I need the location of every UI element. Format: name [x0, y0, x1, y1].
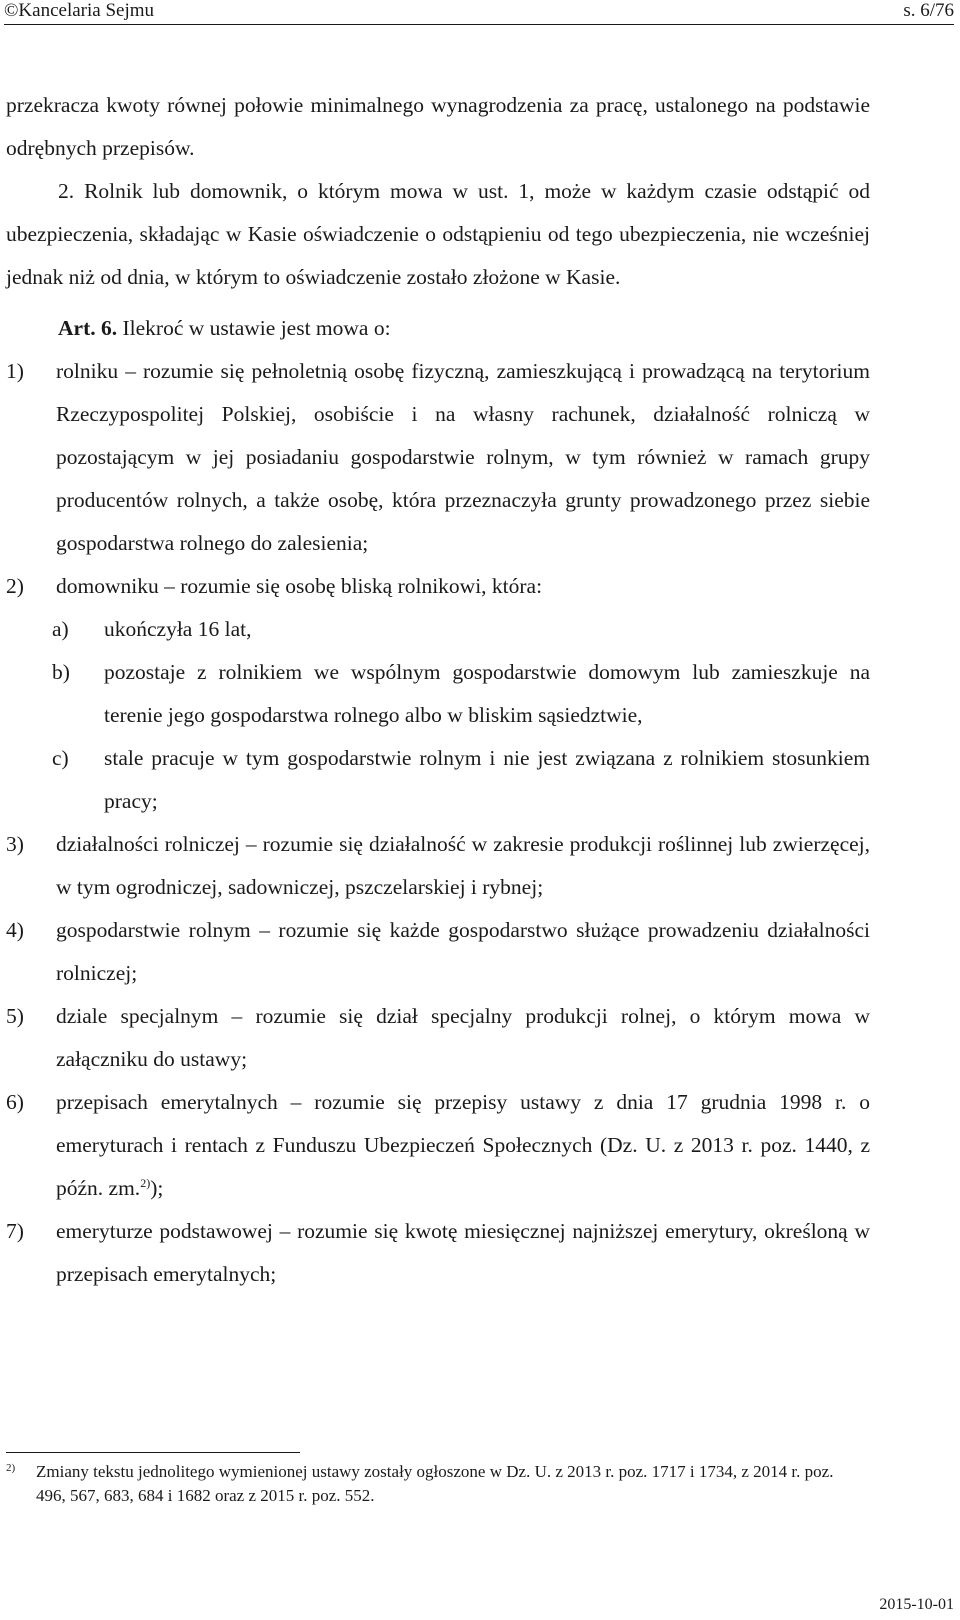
article-6-intro	[6, 307, 870, 350]
item-number: 3)	[6, 832, 24, 856]
item-number: 1)	[6, 359, 24, 383]
item-number: 7)	[6, 1219, 24, 1243]
header-publisher: ©Kancelaria Sejmu	[4, 0, 155, 21]
item-number: 4)	[6, 918, 24, 942]
definition-subitem	[6, 651, 870, 737]
page-header	[4, 0, 954, 28]
paragraph-ust-2: 2. Rolnik lub domownik, o którym mowa w ust. 1, może w każdym czasie odstąpić od ubezpieczenia, składając w Kasie oświadczenie o odstąpieniu od tego ubezpieczenia, nie wcześniej jednak niż od dnia, w którym to oświadczenie zostało złożone w Kasie.	[6, 179, 870, 289]
header-rule	[4, 24, 954, 25]
definition-item	[6, 1210, 870, 1296]
subitem-letter: a)	[52, 617, 69, 641]
definition-item	[6, 909, 870, 995]
item-text: gospodarstwie rolnym – rozumie się każde gospodarstwo służące prowadzeniu działalności rolniczej;	[56, 918, 870, 985]
paragraph-continuation: przekracza kwoty równej połowie minimalnego wynagrodzenia za pracę, ustalonego na podstawie odrębnych przepisów.	[6, 93, 870, 160]
definition-subitem	[6, 737, 870, 823]
item-text: działalności rolniczej – rozumie się działalność w zakresie produkcji roślinnej lub zwierzęcej, w tym ogrodniczej, sadowniczej, pszczelarskiej i rybnej;	[56, 832, 870, 899]
definition-item	[6, 350, 870, 565]
definition-subitem	[6, 608, 870, 651]
footnote	[6, 1460, 846, 1508]
footnote-text: Zmiany tekstu jednolitego wymienionej ustawy zostały ogłoszone w Dz. U. z 2013 r. poz. 1717 i 1734, z 2014 r. poz. 496, 567, 683, 684 i 1682 oraz z 2015 r. poz. 552.	[36, 1462, 834, 1505]
document-body	[6, 84, 870, 1296]
subitem-letter: b)	[52, 660, 70, 684]
definition-item	[6, 565, 870, 608]
header-page-number: s. 6/76	[903, 0, 954, 21]
definition-item	[6, 1081, 870, 1210]
item-text	[56, 1081, 870, 1210]
definition-item	[6, 995, 870, 1081]
subitem-text: stale pracuje w tym gospodarstwie rolnym i nie jest związana z rolnikiem stosunkiem pracy;	[104, 746, 870, 813]
item-text-tail: );	[150, 1176, 164, 1200]
item-number: 6)	[6, 1090, 24, 1114]
item-number: 2)	[6, 574, 24, 598]
item-text: rolniku – rozumie się pełnoletnią osobę fizyczną, zamieszkującą i prowadzącą na terytorium Rzeczypospolitej Polskiej, osobiście i na własny rachunek, działalność rolniczą w pozostającym w jej posiadaniu gospodarstwie rolnym, w tym również w ramach grupy producentów rolnych, a także osobę, która przeznaczyła grunty prowadzonego przez siebie gospodarstwa rolnego do zalesienia;	[56, 359, 870, 555]
subitem-text: ukończyła 16 lat,	[104, 617, 252, 641]
document-date: 2015-10-01	[879, 1596, 954, 1613]
item-number: 5)	[6, 1004, 24, 1028]
definition-item	[6, 823, 870, 909]
subitem-letter: c)	[52, 746, 69, 770]
footnote-separator	[6, 1452, 300, 1453]
item-text: domowniku – rozumie się osobę bliską rolnikowi, która:	[56, 574, 543, 598]
article-label: Art. 6.	[58, 316, 118, 340]
item-text: dziale specjalnym – rozumie się dział specjalny produkcji rolnej, o którym mowa w załączniku do ustawy;	[56, 1004, 870, 1071]
item-text: emeryturze podstawowej – rozumie się kwotę miesięcznej najniższej emerytury, określoną w przepisach emerytalnych;	[56, 1219, 870, 1286]
item-text-main: przepisach emerytalnych – rozumie się przepisy ustawy z dnia 17 grudnia 1998 r. o emeryturach i rentach z Funduszu Ubezpieczeń Społecznych (Dz. U. z 2013 r. poz. 1440, z późn. zm.	[56, 1090, 870, 1200]
footnote-mark: 2)	[6, 1462, 16, 1474]
article-intro-text: Ilekroć w ustawie jest mowa o:	[122, 316, 391, 340]
subitem-text: pozostaje z rolnikiem we wspólnym gospodarstwie domowym lub zamieszkuje na terenie jego gospodarstwa rolnego albo w bliskim sąsiedztwie,	[104, 660, 870, 727]
footnote-reference[interactable]: 2)	[140, 1175, 151, 1190]
